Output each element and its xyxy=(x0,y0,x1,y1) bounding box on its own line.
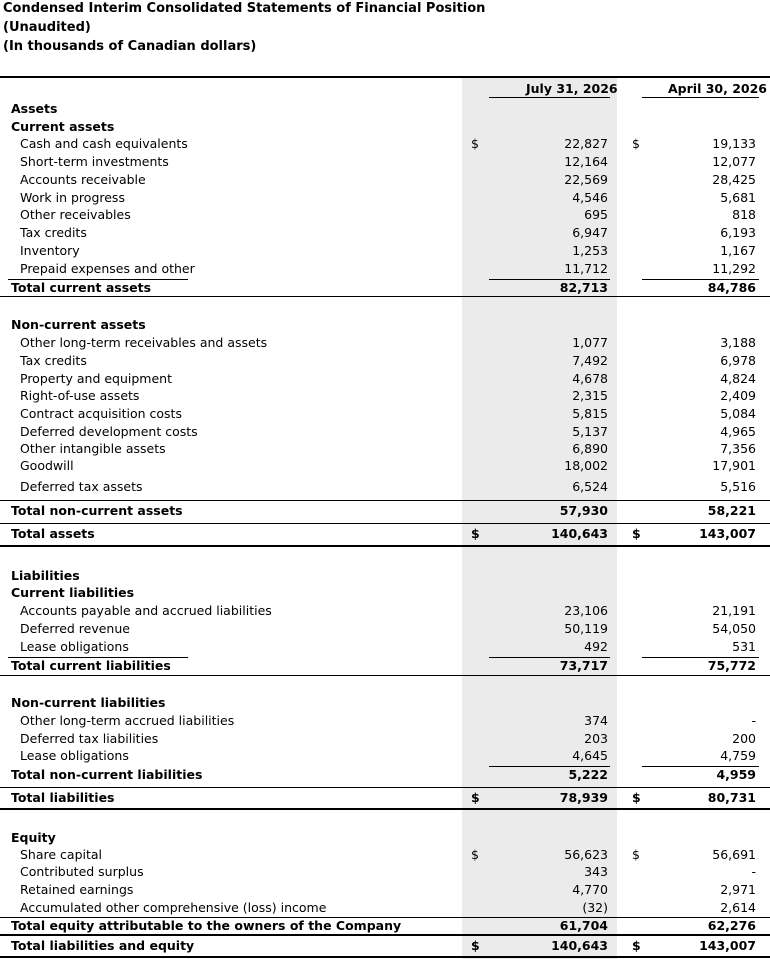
currency-symbol: $ xyxy=(471,136,479,151)
row-label: Liabilities xyxy=(11,568,80,583)
value-april-2026: 17,901 xyxy=(712,458,756,473)
table-row xyxy=(0,829,770,847)
value-april-2026: - xyxy=(751,864,756,879)
currency-symbol: $ xyxy=(471,938,480,953)
table-row xyxy=(0,100,770,118)
value-april-2026: 4,759 xyxy=(720,748,756,763)
table-row xyxy=(0,730,770,748)
value-april-2026: 62,276 xyxy=(707,918,756,933)
row-label: Deferred tax liabilities xyxy=(20,731,159,746)
table-row xyxy=(0,153,770,171)
currency-symbol: $ xyxy=(471,526,480,541)
value-april-2026: 12,077 xyxy=(712,154,756,169)
value-april-2026: 5,084 xyxy=(720,406,756,421)
row-label: Current assets xyxy=(11,119,115,134)
value-july-2026: 695 xyxy=(584,207,608,222)
table-row xyxy=(0,423,770,441)
subtotal-rule xyxy=(489,279,610,280)
table-row xyxy=(0,766,770,784)
value-july-2026: 5,137 xyxy=(572,424,608,439)
value-april-2026: 818 xyxy=(732,207,756,222)
value-april-2026: 5,681 xyxy=(720,190,756,205)
value-july-2026: 203 xyxy=(584,731,608,746)
statement-title: Condensed Interim Consolidated Statements of Financial Position xyxy=(3,1,486,16)
value-april-2026: 2,971 xyxy=(720,882,756,897)
section-rule xyxy=(0,787,770,788)
table-row xyxy=(0,457,770,475)
row-label: Non-current assets xyxy=(11,317,146,332)
table-row xyxy=(0,747,770,765)
row-label: Total liabilities and equity xyxy=(11,938,195,953)
value-july-2026: 140,643 xyxy=(551,938,608,953)
row-label: Lease obligations xyxy=(20,748,129,763)
currency-symbol: $ xyxy=(471,790,480,805)
table-row xyxy=(0,525,770,543)
subtotal-rule xyxy=(8,657,188,658)
table-row xyxy=(0,279,770,297)
table-row xyxy=(0,620,770,638)
table-row xyxy=(0,370,770,388)
column-header-underline xyxy=(489,97,610,98)
row-label: Tax credits xyxy=(20,353,87,368)
row-label: Prepaid expenses and other xyxy=(20,261,195,276)
table-row xyxy=(0,937,770,955)
table-row xyxy=(0,387,770,405)
value-april-2026: 84,786 xyxy=(707,280,756,295)
currency-symbol: $ xyxy=(632,790,641,805)
value-july-2026: 22,569 xyxy=(564,172,608,187)
row-label: Total assets xyxy=(11,526,95,541)
currency-symbol: $ xyxy=(632,526,641,541)
row-label: Total non-current assets xyxy=(11,503,183,518)
table-row xyxy=(0,502,770,520)
row-label: Right-of-use assets xyxy=(20,388,140,403)
value-july-2026: 4,678 xyxy=(572,371,608,386)
table-row xyxy=(0,899,770,917)
row-label: Accounts payable and accrued liabilities xyxy=(20,603,272,618)
table-row xyxy=(0,352,770,370)
row-label: Deferred revenue xyxy=(20,621,130,636)
subtotal-rule xyxy=(8,279,188,280)
value-july-2026: 7,492 xyxy=(572,353,608,368)
value-july-2026: 50,119 xyxy=(564,621,608,636)
section-rule xyxy=(0,523,770,524)
value-april-2026: 531 xyxy=(732,639,756,654)
table-row xyxy=(0,260,770,278)
value-april-2026: 21,191 xyxy=(712,603,756,618)
subtotal-rule xyxy=(642,766,759,767)
value-july-2026: 57,930 xyxy=(559,503,608,518)
row-label: Total equity attributable to the owners of the Company xyxy=(11,918,402,933)
value-april-2026: 58,221 xyxy=(707,503,756,518)
row-label: Total non-current liabilities xyxy=(11,767,203,782)
row-label: Property and equipment xyxy=(20,371,173,386)
value-april-2026: 4,824 xyxy=(720,371,756,386)
value-july-2026: 492 xyxy=(584,639,608,654)
table-row xyxy=(0,694,770,712)
row-label: Other intangible assets xyxy=(20,441,166,456)
statement-subtitle-currency: (In thousands of Canadian dollars) xyxy=(3,39,257,54)
value-july-2026: 6,524 xyxy=(572,479,608,494)
subtotal-rule xyxy=(642,657,759,658)
statement-subtitle-unaudited: (Unaudited) xyxy=(3,20,91,35)
subtotal-rule xyxy=(0,917,770,918)
section-rule xyxy=(0,500,770,501)
table-row xyxy=(0,135,770,153)
value-july-2026: 140,643 xyxy=(551,526,608,541)
currency-symbol: $ xyxy=(632,847,640,862)
value-july-2026: 4,546 xyxy=(572,190,608,205)
header-rule xyxy=(0,76,770,78)
value-july-2026: 4,770 xyxy=(572,882,608,897)
value-july-2026: 5,815 xyxy=(572,406,608,421)
row-label: Tax credits xyxy=(20,225,87,240)
value-july-2026: 5,222 xyxy=(568,767,608,782)
table-row xyxy=(0,478,770,496)
table-row xyxy=(0,584,770,602)
table-row xyxy=(0,846,770,864)
value-july-2026: 1,077 xyxy=(572,335,608,350)
value-july-2026: 2,315 xyxy=(572,388,608,403)
value-july-2026: 61,704 xyxy=(559,918,608,933)
value-april-2026: 19,133 xyxy=(712,136,756,151)
value-april-2026: - xyxy=(751,713,756,728)
subtotal-rule xyxy=(489,766,610,767)
row-label: Inventory xyxy=(20,243,80,258)
value-july-2026: (32) xyxy=(582,900,608,915)
row-label: Accumulated other comprehensive (loss) income xyxy=(20,900,327,915)
table-row xyxy=(0,440,770,458)
value-april-2026: 28,425 xyxy=(712,172,756,187)
value-april-2026: 6,193 xyxy=(720,225,756,240)
value-july-2026: 12,164 xyxy=(564,154,608,169)
table-row xyxy=(0,189,770,207)
value-july-2026: 4,645 xyxy=(572,748,608,763)
row-label: Assets xyxy=(11,101,58,116)
table-row xyxy=(0,206,770,224)
value-july-2026: 6,947 xyxy=(572,225,608,240)
table-row xyxy=(0,712,770,730)
value-april-2026: 3,188 xyxy=(720,335,756,350)
total-double-rule xyxy=(0,808,770,810)
row-label: Non-current liabilities xyxy=(11,695,166,710)
value-july-2026: 82,713 xyxy=(559,280,608,295)
table-row xyxy=(0,657,770,675)
row-label: Total current liabilities xyxy=(11,658,171,673)
row-label: Contributed surplus xyxy=(20,864,144,879)
value-july-2026: 73,717 xyxy=(559,658,608,673)
value-july-2026: 11,712 xyxy=(564,261,608,276)
value-april-2026: 4,965 xyxy=(720,424,756,439)
value-july-2026: 374 xyxy=(584,713,608,728)
table-row xyxy=(0,789,770,807)
value-april-2026: 2,409 xyxy=(720,388,756,403)
value-july-2026: 18,002 xyxy=(564,458,608,473)
row-label: Goodwill xyxy=(20,458,74,473)
row-label: Deferred development costs xyxy=(20,424,198,439)
table-row xyxy=(0,567,770,585)
row-label: Deferred tax assets xyxy=(20,479,143,494)
table-row xyxy=(0,917,770,935)
row-label: Equity xyxy=(11,830,56,845)
value-april-2026: 143,007 xyxy=(699,938,756,953)
value-april-2026: 11,292 xyxy=(712,261,756,276)
value-april-2026: 56,691 xyxy=(712,847,756,862)
row-label: Retained earnings xyxy=(20,882,134,897)
row-label: Other long-term receivables and assets xyxy=(20,335,268,350)
value-july-2026: 6,890 xyxy=(572,441,608,456)
currency-symbol: $ xyxy=(471,847,479,862)
column-header-underline xyxy=(642,97,759,98)
value-april-2026: 2,614 xyxy=(720,900,756,915)
table-row xyxy=(0,602,770,620)
row-label: Cash and cash equivalents xyxy=(20,136,188,151)
value-april-2026: 7,356 xyxy=(720,441,756,456)
column-header-july-2026: July 31, 2026 xyxy=(526,81,618,96)
table-row xyxy=(0,881,770,899)
row-label: Total liabilities xyxy=(11,790,115,805)
value-april-2026: 1,167 xyxy=(720,243,756,258)
value-april-2026: 143,007 xyxy=(699,526,756,541)
value-july-2026: 1,253 xyxy=(572,243,608,258)
value-july-2026: 78,939 xyxy=(559,790,608,805)
table-row xyxy=(0,171,770,189)
value-july-2026: 56,623 xyxy=(564,847,608,862)
row-label: Other receivables xyxy=(20,207,131,222)
subtotal-rule xyxy=(489,657,610,658)
table-row xyxy=(0,118,770,136)
row-label: Accounts receivable xyxy=(20,172,146,187)
value-april-2026: 6,978 xyxy=(720,353,756,368)
value-april-2026: 5,516 xyxy=(720,479,756,494)
row-label: Share capital xyxy=(20,847,103,862)
table-row xyxy=(0,316,770,334)
table-row xyxy=(0,863,770,881)
currency-symbol: $ xyxy=(632,938,641,953)
table-row xyxy=(0,334,770,352)
section-rule xyxy=(0,675,770,676)
row-label: Other long-term accrued liabilities xyxy=(20,713,235,728)
row-label: Lease obligations xyxy=(20,639,129,654)
currency-symbol: $ xyxy=(632,136,640,151)
value-july-2026: 23,106 xyxy=(564,603,608,618)
table-row xyxy=(0,405,770,423)
row-label: Contract acquisition costs xyxy=(20,406,182,421)
table-row xyxy=(0,638,770,656)
row-label: Current liabilities xyxy=(11,585,135,600)
row-label: Short-term investments xyxy=(20,154,169,169)
value-april-2026: 54,050 xyxy=(712,621,756,636)
section-rule xyxy=(0,934,770,936)
value-april-2026: 4,959 xyxy=(716,767,756,782)
total-double-rule xyxy=(0,545,770,547)
value-april-2026: 75,772 xyxy=(707,658,756,673)
row-label: Total current assets xyxy=(11,280,152,295)
value-july-2026: 343 xyxy=(584,864,608,879)
value-april-2026: 200 xyxy=(732,731,756,746)
total-double-rule xyxy=(0,956,770,958)
value-july-2026: 22,827 xyxy=(564,136,608,151)
value-april-2026: 80,731 xyxy=(707,790,756,805)
row-label: Work in progress xyxy=(20,190,125,205)
table-row xyxy=(0,224,770,242)
column-header-april-2026: April 30, 2026 xyxy=(668,81,767,96)
table-row xyxy=(0,242,770,260)
section-rule xyxy=(0,296,770,297)
subtotal-rule xyxy=(642,279,759,280)
